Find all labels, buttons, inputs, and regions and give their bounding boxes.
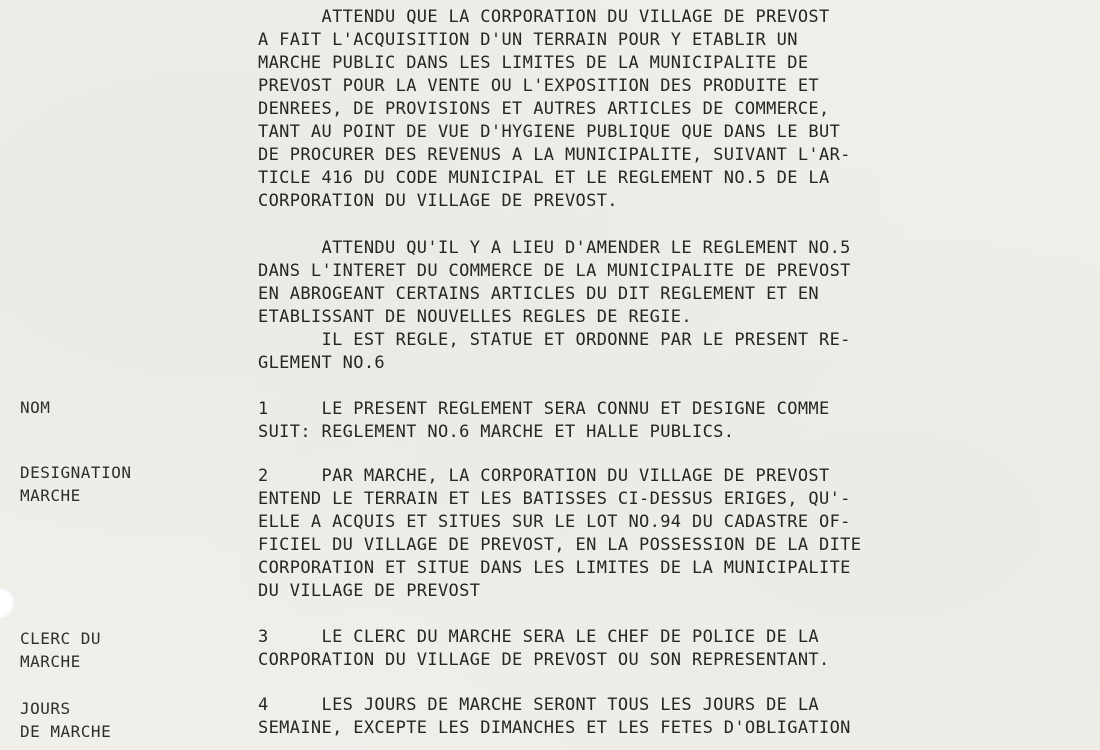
paragraph2-line-3: EN ABROGEANT CERTAINS ARTICLES DU DIT REGLEMENT ET EN bbox=[258, 284, 819, 304]
paragraph2-line-4: ETABLISSANT DE NOUVELLES REGLES DE REGIE. bbox=[258, 307, 692, 327]
article2-line-1: 2 PAR MARCHE, LA CORPORATION DU VILLAGE DE PREVOST bbox=[258, 466, 830, 486]
margin-label-jours: JOURS bbox=[20, 699, 71, 718]
article3-line-1: 3 LE CLERC DU MARCHE SERA LE CHEF DE POLICE DE LA bbox=[258, 627, 819, 647]
paragraph1-line-8: TICLE 416 DU CODE MUNICIPAL ET LE REGLEMENT NO.5 DE LA bbox=[258, 168, 830, 188]
margin-label-de-marche: DE MARCHE bbox=[20, 722, 112, 741]
paragraph1-line-9: CORPORATION DU VILLAGE DE PREVOST. bbox=[258, 191, 618, 211]
paragraph1-line-5: DENREES, DE PROVISIONS ET AUTRES ARTICLES DE COMMERCE, bbox=[258, 99, 830, 119]
paragraph1-line-2: A FAIT L'ACQUISITION D'UN TERRAIN POUR Y ETABLIR UN bbox=[258, 30, 798, 50]
article1-line-2: SUIT: REGLEMENT NO.6 MARCHE ET HALLE PUBLICS. bbox=[258, 422, 735, 442]
article2-line-2: ENTEND LE TERRAIN ET LES BATISSES CI-DESSUS ERIGES, QU'- bbox=[258, 489, 851, 509]
article1-line-1: 1 LE PRESENT REGLEMENT SERA CONNU ET DESIGNE COMME bbox=[258, 399, 830, 419]
article4-line-1: 4 LES JOURS DE MARCHE SERONT TOUS LES JOURS DE LA bbox=[258, 695, 819, 715]
binder-punch-hole bbox=[0, 588, 16, 618]
article3-line-2: CORPORATION DU VILLAGE DE PREVOST OU SON REPRESENTANT. bbox=[258, 650, 830, 670]
margin-label-designation: DESIGNATION bbox=[20, 463, 132, 482]
paragraph2-line-6: GLEMENT NO.6 bbox=[258, 353, 386, 373]
article2-line-3: ELLE A ACQUIS ET SITUES SUR LE LOT NO.94 DU CADASTRE OF- bbox=[258, 512, 851, 532]
paragraph1-line-3: MARCHE PUBLIC DANS LES LIMITES DE LA MUNICIPALITE DE bbox=[258, 53, 809, 73]
article2-line-4: FICIEL DU VILLAGE DE PREVOST, EN LA POSSESSION DE LA DITE bbox=[258, 535, 862, 555]
paragraph2-line-5: IL EST REGLE, STATUE ET ORDONNE PAR LE PRESENT RE- bbox=[258, 330, 851, 350]
paragraph2-line-1: ATTENDU QU'IL Y A LIEU D'AMENDER LE REGLEMENT NO.5 bbox=[258, 238, 851, 258]
article4-line-2: SEMAINE, EXCEPTE LES DIMANCHES ET LES FETES D'OBLIGATION bbox=[258, 718, 851, 738]
margin-label-clerc-marche: MARCHE bbox=[20, 652, 81, 671]
margin-label-clerc: CLERC DU bbox=[20, 629, 102, 648]
paragraph1-line-7: DE PROCURER DES REVENUS A LA MUNICIPALITE, SUIVANT L'AR- bbox=[258, 145, 851, 165]
margin-label-designation-marche: MARCHE bbox=[20, 486, 81, 505]
paragraph1-line-4: PREVOST POUR LA VENTE OU L'EXPOSITION DES PRODUITE ET bbox=[258, 76, 819, 96]
article2-line-5: CORPORATION ET SITUE DANS LES LIMITES DE LA MUNICIPALITE bbox=[258, 558, 851, 578]
paragraph2-line-2: DANS L'INTERET DU COMMERCE DE LA MUNICIPALITE DE PREVOST bbox=[258, 261, 851, 281]
article2-line-6: DU VILLAGE DE PREVOST bbox=[258, 581, 481, 601]
paragraph1-line-6: TANT AU POINT DE VUE D'HYGIENE PUBLIQUE QUE DANS LE BUT bbox=[258, 122, 841, 142]
margin-label-nom: NOM bbox=[20, 398, 51, 417]
paragraph1-line-1: ATTENDU QUE LA CORPORATION DU VILLAGE DE PREVOST bbox=[258, 7, 830, 27]
